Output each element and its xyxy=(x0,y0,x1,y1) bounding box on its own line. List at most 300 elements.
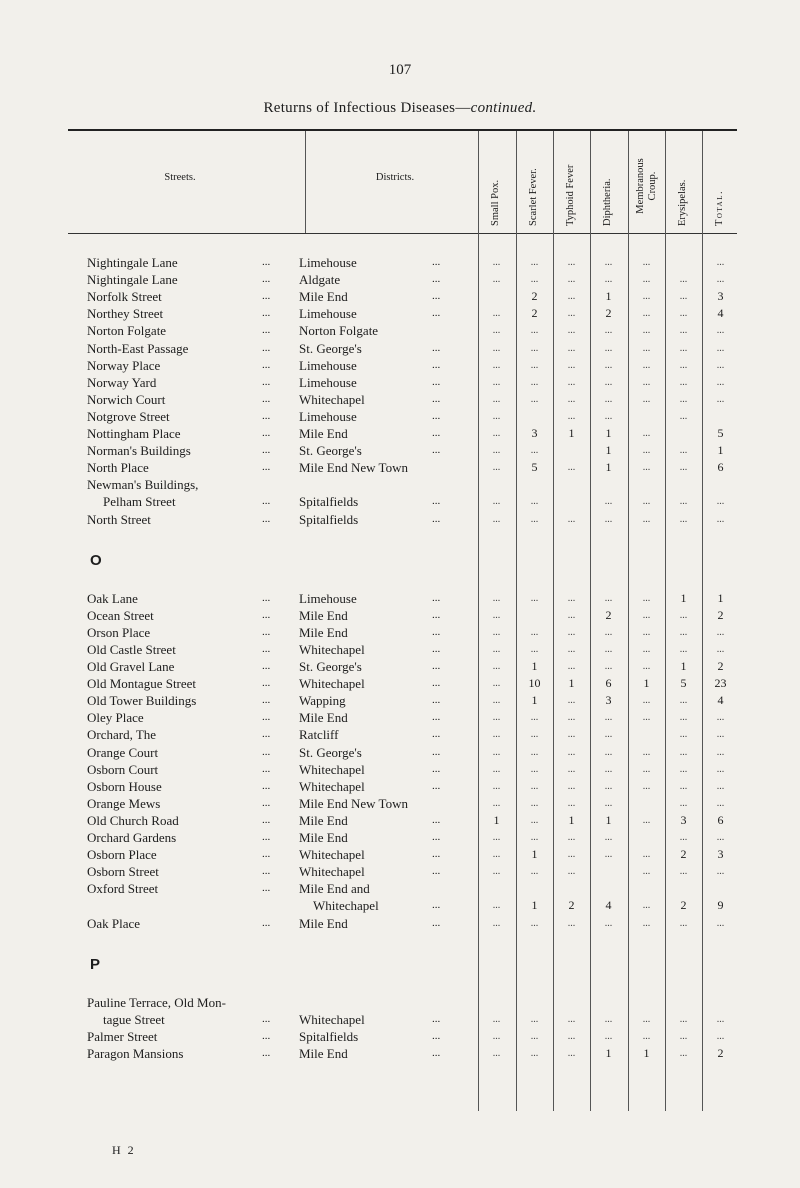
table-row xyxy=(0,493,800,510)
value-cell: 4 xyxy=(717,306,724,321)
district-name: Whitechapel xyxy=(299,1011,365,1027)
leader-dots: ... xyxy=(432,256,441,268)
district-name: Limehouse xyxy=(299,408,357,424)
district-name: Mile End New Town xyxy=(299,795,408,811)
value-cell: ... xyxy=(642,695,651,707)
value-cell: ... xyxy=(716,359,725,371)
value-cell: ... xyxy=(679,1013,688,1025)
value-cell: ... xyxy=(492,643,501,655)
leader-dots: ... xyxy=(262,290,271,303)
district-name: Limehouse xyxy=(299,374,357,390)
districts-header: Districts. xyxy=(375,172,415,183)
value-cell: ... xyxy=(492,780,501,792)
value-cell: ... xyxy=(567,832,576,843)
value-cell: ... xyxy=(567,797,576,809)
table-row xyxy=(0,254,800,271)
value-cell: ... xyxy=(716,780,725,792)
value-cell: ... xyxy=(530,445,539,457)
value-cell: ... xyxy=(642,308,651,320)
column-header: Erysipelas. xyxy=(677,179,688,226)
district-name: Aldgate xyxy=(299,272,341,288)
value-cell: ... xyxy=(567,1030,576,1042)
value-cell: ... xyxy=(604,849,613,861)
value-cell: ... xyxy=(567,695,576,707)
value-cell: 6 xyxy=(717,812,724,827)
leader-dots: ... xyxy=(262,677,271,690)
value-cell: ... xyxy=(492,257,501,268)
value-cell: ... xyxy=(679,496,688,508)
value-cell: ... xyxy=(567,257,576,268)
value-cell: 3 xyxy=(605,693,612,708)
leader-dots: ... xyxy=(432,409,441,422)
leader-dots: ... xyxy=(432,1029,441,1042)
table-row xyxy=(0,305,800,322)
table-row xyxy=(0,442,800,459)
value-cell: ... xyxy=(530,1013,539,1025)
table-row xyxy=(0,744,800,761)
leader-dots: ... xyxy=(432,745,441,758)
street-name: Norway Yard xyxy=(87,374,157,390)
leader-dots: ... xyxy=(262,728,271,741)
leader-dots: ... xyxy=(262,1046,271,1059)
footer-signature: H 2 xyxy=(112,1143,136,1157)
district-name: Norton Folgate xyxy=(299,323,379,339)
value-cell: ... xyxy=(492,359,501,371)
value-cell: 1 xyxy=(605,812,612,827)
value-cell: ... xyxy=(716,626,725,638)
leader-dots: ... xyxy=(432,694,441,707)
value-cell: ... xyxy=(716,257,725,268)
leader-dots: ... xyxy=(262,375,271,388)
value-cell: ... xyxy=(567,513,576,525)
value-cell: ... xyxy=(604,661,613,672)
leader-dots: ... xyxy=(432,358,441,371)
value-cell: ... xyxy=(716,393,725,405)
value-cell: ... xyxy=(492,900,501,912)
value-cell: 1 xyxy=(680,659,687,673)
value-cell: ... xyxy=(642,359,651,371)
value-cell: ... xyxy=(492,729,501,741)
value-cell: ... xyxy=(679,274,688,286)
value-cell: ... xyxy=(530,814,539,826)
street-name: Orange Court xyxy=(87,744,159,760)
table-row xyxy=(0,709,800,726)
value-cell: ... xyxy=(567,609,576,621)
value-cell: ... xyxy=(530,513,539,525)
district-name: Limehouse xyxy=(299,357,357,373)
street-name: Nightingale Lane xyxy=(87,272,178,288)
value-cell: ... xyxy=(492,1013,501,1025)
value-cell: ... xyxy=(604,1030,613,1042)
table-row xyxy=(0,675,800,692)
value-cell: ... xyxy=(679,325,688,337)
value-cell: 2 xyxy=(568,898,575,913)
value-cell: ... xyxy=(679,763,688,775)
value-cell: ... xyxy=(567,626,576,638)
value-cell: ... xyxy=(567,763,576,775)
value-cell: 3 xyxy=(717,289,724,304)
table-row xyxy=(0,641,800,658)
street-name: Nightingale Lane xyxy=(87,255,178,270)
leader-dots: ... xyxy=(432,512,441,525)
value-cell: ... xyxy=(530,626,539,638)
value-cell: ... xyxy=(679,308,688,320)
leader-dots: ... xyxy=(432,307,441,320)
street-name: tague Street xyxy=(103,1011,165,1027)
district-name: St. George's xyxy=(299,340,362,356)
table-row xyxy=(0,374,800,391)
value-cell: ... xyxy=(642,661,651,672)
value-cell: ... xyxy=(679,746,688,758)
street-name: Nottingham Place xyxy=(87,426,181,441)
value-cell: ... xyxy=(492,712,501,724)
table-row xyxy=(0,812,800,829)
value-cell: ... xyxy=(567,746,576,758)
leader-dots: ... xyxy=(262,779,271,792)
leader-dots: ... xyxy=(432,290,441,303)
value-cell: 1 xyxy=(605,443,612,458)
street-name: Osborn Street xyxy=(87,864,159,880)
leader-dots: ... xyxy=(262,256,271,268)
leader-dots: ... xyxy=(432,1046,441,1059)
value-cell: ... xyxy=(604,832,613,843)
value-cell: ... xyxy=(604,729,613,741)
value-cell: ... xyxy=(642,780,651,792)
street-name: Old Castle Street xyxy=(87,641,176,657)
street-name: Pelham Street xyxy=(103,494,176,510)
table-row xyxy=(0,425,800,442)
value-cell: ... xyxy=(604,763,613,775)
value-cell: ... xyxy=(642,274,651,286)
value-cell: 1 xyxy=(680,590,687,605)
district-name: Mile End New Town xyxy=(299,460,408,476)
leader-dots: ... xyxy=(432,779,441,792)
district-name: Limehouse xyxy=(299,255,357,270)
value-cell: ... xyxy=(530,643,539,655)
value-cell: ... xyxy=(492,445,501,457)
value-cell: ... xyxy=(567,1047,576,1059)
table-row xyxy=(0,476,800,493)
value-cell: ... xyxy=(642,462,651,474)
value-cell: ... xyxy=(530,496,539,508)
value-cell: ... xyxy=(530,1030,539,1042)
value-cell: ... xyxy=(642,1013,651,1025)
district-name: Mile End xyxy=(299,830,348,845)
value-cell: ... xyxy=(492,797,501,809)
district-name: Whitechapel xyxy=(299,391,365,407)
value-cell: ... xyxy=(492,832,501,843)
district-name: Whitechapel xyxy=(299,641,365,657)
leader-dots: ... xyxy=(262,848,271,861)
street-name: Orson Place xyxy=(87,624,151,640)
value-cell: 2 xyxy=(717,1045,724,1060)
table-row xyxy=(0,511,800,528)
value-cell: ... xyxy=(679,393,688,405)
leader-dots: ... xyxy=(262,1029,271,1042)
value-cell: ... xyxy=(679,643,688,655)
value-cell: ... xyxy=(604,592,613,604)
table-row xyxy=(0,340,800,357)
value-cell: 1 xyxy=(568,812,575,827)
leader-dots: ... xyxy=(262,427,271,439)
value-cell: ... xyxy=(530,257,539,268)
value-cell: 3 xyxy=(680,812,687,827)
leader-dots: ... xyxy=(262,392,271,405)
value-cell: 4 xyxy=(717,693,724,708)
street-name: Norway Place xyxy=(87,357,161,373)
page-title xyxy=(0,100,800,117)
value-cell: ... xyxy=(567,866,576,878)
value-cell: ... xyxy=(604,496,613,508)
value-cell: ... xyxy=(604,359,613,371)
value-cell: ... xyxy=(530,592,539,604)
district-name: Spitalfields xyxy=(299,494,359,510)
value-cell: ... xyxy=(567,410,576,422)
value-cell: ... xyxy=(530,832,539,843)
street-name: Paragon Mansions xyxy=(87,1045,184,1061)
value-cell: ... xyxy=(492,342,501,354)
street-name: Old Gravel Lane xyxy=(87,659,175,674)
value-cell: ... xyxy=(642,712,651,724)
leader-dots: ... xyxy=(262,745,271,758)
leader-dots: ... xyxy=(262,608,271,621)
leader-dots: ... xyxy=(432,591,441,604)
leader-dots: ... xyxy=(432,1012,441,1025)
leader-dots: ... xyxy=(262,865,271,878)
value-cell: ... xyxy=(604,917,613,929)
street-name: Old Tower Buildings xyxy=(87,693,197,709)
leader-dots: ... xyxy=(432,444,441,457)
value-cell: ... xyxy=(530,325,539,337)
value-cell: ... xyxy=(567,274,576,286)
table-row xyxy=(0,1011,800,1028)
value-cell: ... xyxy=(679,609,688,621)
value-cell: ... xyxy=(679,797,688,809)
value-cell: 2 xyxy=(680,847,687,862)
value-cell: ... xyxy=(716,643,725,655)
value-cell: ... xyxy=(679,780,688,792)
value-cell: ... xyxy=(530,746,539,758)
value-cell: ... xyxy=(642,496,651,508)
value-cell: ... xyxy=(530,393,539,405)
table-row xyxy=(0,459,800,476)
value-cell: ... xyxy=(567,393,576,405)
value-cell: ... xyxy=(642,325,651,337)
street-name: Osborn House xyxy=(87,778,162,794)
value-cell: ... xyxy=(604,797,613,809)
value-cell: ... xyxy=(642,257,651,268)
title-main: Returns of Infectious Diseases— xyxy=(263,100,471,116)
street-name: Oxford Street xyxy=(87,881,159,897)
value-cell: ... xyxy=(492,609,501,621)
street-name: North Street xyxy=(87,511,151,527)
value-cell: 6 xyxy=(605,676,612,691)
street-name: Newman's Buildings, xyxy=(87,477,199,493)
table-top-rule xyxy=(68,129,737,131)
value-cell: ... xyxy=(642,342,651,354)
value-cell: ... xyxy=(492,428,501,439)
value-cell: ... xyxy=(567,291,576,303)
value-cell: ... xyxy=(642,763,651,775)
street-name: Pauline Terrace, Old Mon- xyxy=(87,994,226,1010)
section-letter: P xyxy=(90,955,101,973)
leader-dots: ... xyxy=(432,273,441,286)
leader-dots: ... xyxy=(432,848,441,861)
value-cell: ... xyxy=(492,849,501,861)
street-name: Oley Place xyxy=(87,710,144,726)
value-cell: ... xyxy=(716,325,725,337)
column-header: Diphtheria. xyxy=(602,178,613,226)
value-cell: 6 xyxy=(717,460,724,475)
table-row xyxy=(0,624,800,641)
district-name: Spitalfields xyxy=(299,511,359,527)
leader-dots: ... xyxy=(432,375,441,388)
value-cell: ... xyxy=(530,763,539,775)
value-cell: ... xyxy=(604,342,613,354)
value-cell: ... xyxy=(716,342,725,354)
value-cell: ... xyxy=(567,342,576,354)
street-name: Oak Place xyxy=(87,915,141,931)
value-cell: 3 xyxy=(531,426,538,440)
value-cell: ... xyxy=(716,797,725,809)
value-cell: ... xyxy=(642,917,651,929)
value-cell: 1 xyxy=(568,676,575,691)
value-cell: ... xyxy=(642,1030,651,1042)
district-name: Wapping xyxy=(299,693,346,709)
value-cell: 1 xyxy=(531,847,538,862)
table-row xyxy=(0,1045,800,1062)
value-cell: ... xyxy=(679,1047,688,1059)
value-cell: ... xyxy=(716,866,725,878)
district-name: Mile End xyxy=(299,624,348,640)
value-cell: 1 xyxy=(531,659,538,673)
value-cell: ... xyxy=(492,917,501,929)
value-cell: ... xyxy=(679,866,688,878)
value-cell: ... xyxy=(492,274,501,286)
value-cell: ... xyxy=(530,712,539,724)
value-cell: ... xyxy=(567,359,576,371)
district-name: Mile End xyxy=(299,289,348,305)
value-cell: 1 xyxy=(531,898,538,913)
value-cell: ... xyxy=(679,513,688,525)
value-cell: ... xyxy=(679,712,688,724)
value-cell: ... xyxy=(530,917,539,929)
value-cell: 5 xyxy=(717,426,724,440)
value-cell: ... xyxy=(716,917,725,929)
leader-dots: ... xyxy=(262,916,271,929)
value-cell: ... xyxy=(716,1013,725,1025)
value-cell: ... xyxy=(604,274,613,286)
value-cell: ... xyxy=(679,695,688,707)
district-name: Whitechapel xyxy=(299,676,365,692)
value-cell: ... xyxy=(642,428,651,439)
district-name: Whitechapel xyxy=(313,898,379,914)
value-cell: 1 xyxy=(643,676,650,691)
value-cell: ... xyxy=(642,626,651,638)
value-cell: ... xyxy=(642,291,651,303)
district-name: Mile End xyxy=(299,812,348,828)
value-cell: ... xyxy=(604,712,613,724)
table-header-rule xyxy=(68,233,737,234)
value-cell: ... xyxy=(716,496,725,508)
value-cell: ... xyxy=(567,917,576,929)
table-row xyxy=(0,915,800,932)
value-cell: ... xyxy=(492,410,501,422)
value-cell: ... xyxy=(530,866,539,878)
value-cell: ... xyxy=(492,1030,501,1042)
value-cell: 2 xyxy=(680,898,687,913)
value-cell: ... xyxy=(492,308,501,320)
column-header: Membranous Croup. xyxy=(635,158,658,214)
value-cell: ... xyxy=(604,513,613,525)
leader-dots: ... xyxy=(262,711,271,724)
column-header: Typhoid Fever xyxy=(565,164,576,226)
value-cell: 1 xyxy=(717,590,724,605)
leader-dots: ... xyxy=(262,324,271,337)
table-row xyxy=(0,880,800,897)
value-cell: ... xyxy=(642,513,651,525)
leader-dots: ... xyxy=(262,694,271,707)
value-cell: ... xyxy=(642,849,651,861)
district-name: St. George's xyxy=(299,659,362,674)
value-cell: 1 xyxy=(531,693,538,708)
table-row xyxy=(0,846,800,863)
leader-dots: ... xyxy=(432,762,441,775)
value-cell: ... xyxy=(679,359,688,371)
street-name: Norman's Buildings xyxy=(87,443,191,459)
value-cell: ... xyxy=(492,513,501,525)
value-cell: ... xyxy=(642,609,651,621)
value-cell: 2 xyxy=(717,659,724,673)
value-cell: ... xyxy=(679,626,688,638)
district-name: Mile End xyxy=(299,1045,348,1061)
value-cell: ... xyxy=(530,342,539,354)
street-name: Norton Folgate xyxy=(87,323,167,339)
value-cell: ... xyxy=(716,376,725,388)
district-name: Whitechapel xyxy=(299,847,365,863)
value-cell: 2 xyxy=(531,306,538,321)
value-cell: ... xyxy=(567,712,576,724)
leader-dots: ... xyxy=(432,677,441,690)
district-name: St. George's xyxy=(299,443,362,459)
table-row xyxy=(0,590,800,607)
leader-dots: ... xyxy=(262,642,271,655)
value-cell: ... xyxy=(492,325,501,337)
leader-dots: ... xyxy=(262,796,271,809)
table-row xyxy=(0,357,800,374)
leader-dots: ... xyxy=(262,1012,271,1025)
value-cell: ... xyxy=(492,763,501,775)
leader-dots: ... xyxy=(262,831,271,843)
value-cell: ... xyxy=(642,814,651,826)
district-name: Limehouse xyxy=(299,306,357,322)
value-cell: ... xyxy=(492,695,501,707)
leader-dots: ... xyxy=(432,625,441,638)
street-name: Ocean Street xyxy=(87,607,154,623)
value-cell: 1 xyxy=(605,460,612,475)
value-cell: ... xyxy=(530,780,539,792)
value-cell: ... xyxy=(492,746,501,758)
district-name: Mile End xyxy=(299,607,348,623)
district-name: Limehouse xyxy=(299,590,357,606)
table-row xyxy=(0,994,800,1011)
leader-dots: ... xyxy=(432,728,441,741)
value-cell: ... xyxy=(716,746,725,758)
value-cell: ... xyxy=(679,291,688,303)
value-cell: ... xyxy=(492,496,501,508)
value-cell: ... xyxy=(492,866,501,878)
value-cell: 1 xyxy=(643,1045,650,1060)
